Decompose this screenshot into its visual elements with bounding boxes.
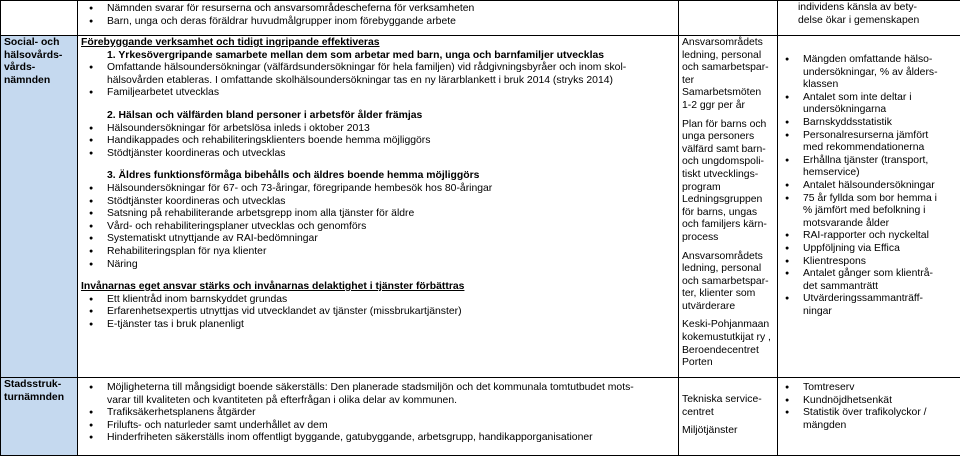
- list-item: ● Barn, unga och deras föräldrar huvudmålgrupper inom förebyggande arbete: [107, 16, 675, 29]
- list-item: ● Familjearbetet utvecklas: [107, 87, 675, 100]
- table-row-social: [1, 36, 960, 378]
- list-item: ● Systematiskt utnyttjande av RAI-bedömningar: [107, 233, 675, 246]
- goals-cell: [78, 1, 679, 36]
- bullet-list: [81, 382, 675, 445]
- list-item: ● Utvärderingssammanträff- ningar: [803, 293, 957, 318]
- list-item: ● Trafiksäkerhetsplanens åtgärder: [107, 407, 675, 420]
- bullet-list: [781, 54, 957, 318]
- list-item: ● Hinderfriheten säkerställs inom offentligt byggande, gatubyggande, arbetsgrupp, handikapporganisationer: [107, 432, 675, 445]
- list-item: ● Uppföljning via Effica: [803, 243, 957, 256]
- section-subtitle: Invånarnas eget ansvar stärks och invånarnas delaktighet i tjänster förbättras: [81, 281, 465, 293]
- list-item: ● Frilufts- och naturleder samt underhållet av dem: [107, 420, 675, 433]
- list-item: ● 75 år fyllda som bor hemma i % jämfört med befolkning i motsvarande ålder: [803, 193, 957, 231]
- responsible-text: Ansvarsområdets ledning, personal och samarbetspar- ter Samarbetsmöten 1-2 ggr per år: [682, 37, 769, 111]
- responsible-text: Tekniska service- centret: [682, 394, 762, 418]
- list-item: ● Näring: [107, 259, 675, 272]
- list-item: ● Statistik över trafikolyckor / mängden: [803, 407, 957, 432]
- section-heading: 3. Äldres funktionsförmåga bibehålls och äldres boende hemma möjliggörs: [107, 170, 480, 182]
- bullet-list: [781, 382, 957, 432]
- indicator-cell: [778, 36, 960, 378]
- list-item: ● Ett klientråd inom barnskyddet grundas: [107, 294, 675, 307]
- indicator-cell: individens känsla av bety- delse ökar i gemenskapen: [778, 1, 960, 36]
- responsible-text: Ansvarsområdets ledning, personal och samarbetspar- ter, klienter som utvärderare: [682, 250, 769, 312]
- list-item: ● Personalresurserna jämfört med rekommendationerna: [803, 130, 957, 155]
- list-item: ● Stödtjänster koordineras och utvecklas: [107, 148, 675, 161]
- list-item: ● Satsning på rehabiliterande arbetsgrepp inom alla tjänster för äldre: [107, 208, 675, 221]
- responsible-text: Miljötjänster: [682, 425, 738, 437]
- org-name: Stadsstruk- turnämnden: [1, 378, 78, 456]
- list-item: ● Stödtjänster koordineras och utvecklas: [107, 196, 675, 209]
- list-item: ● Nämnden svarar för resurserna och ansvarsområdescheferna för verksamheten: [107, 3, 675, 16]
- list-item: ● Hälsoundersökningar för 67- och 73-åringar, föregripande hembesök hos 80-åringar: [107, 183, 675, 196]
- list-item: ● Mängden omfattande hälso- undersökningar, % av ålders- klassen: [803, 54, 957, 92]
- list-item: ● RAI-rapporter och nyckeltal: [803, 230, 957, 243]
- list-item: ● E-tjänster tas i bruk planenligt: [107, 319, 675, 332]
- goals-cell: [78, 378, 679, 456]
- indicator-cell: [778, 378, 960, 456]
- bullet-list: [81, 3, 675, 28]
- list-item: ● Vård- och rehabiliteringsplaner utvecklas och genomförs: [107, 221, 675, 234]
- table-row-stadsstruktur: [1, 378, 960, 456]
- bullet-list: [81, 183, 675, 271]
- goals-cell: [78, 36, 679, 378]
- list-item: ● Barnskyddsstatistik: [803, 117, 957, 130]
- section-title: Förebyggande verksamhet och tidigt ingripande effektiveras: [81, 37, 380, 48]
- list-item: ● Klientrespons: [803, 256, 957, 269]
- list-item: ● Omfattande hälsoundersökningar (välfärdsundersökningar för hela familjen) vid rådgivningsbyråer och inom skol- hälsovården etableras. I omfattande skolhälsoundersökningar tas en ny lärarblankett i bruk 2014 (stryks 2014): [107, 62, 675, 87]
- list-item: ● Kundnöjdhetsenkät: [803, 395, 957, 408]
- responsible-cell: [679, 378, 778, 456]
- table-row-continuation: [1, 1, 960, 36]
- list-item: ● Tomtreserv: [803, 382, 957, 395]
- responsible-cell-empty: [679, 1, 778, 36]
- list-item: ● Rehabiliteringsplan för nya klienter: [107, 246, 675, 259]
- responsible-text: Keski-Pohjanmaan kokemustutkijat ry , Beroendecentret Porten: [682, 319, 771, 369]
- responsible-cell: [679, 36, 778, 378]
- list-item: ● Erfarenhetsexpertis utnyttjas vid utvecklandet av tjänster (missbrukartjänster): [107, 306, 675, 319]
- list-item: ● Antalet hälsoundersökningar: [803, 180, 957, 193]
- list-item: ● Handikappades och rehabiliteringsklienters boende hemma möjliggörs: [107, 135, 675, 148]
- section-heading: 2. Hälsan och välfärden bland personer i arbetsför ålder främjas: [107, 109, 423, 121]
- list-item: ● Erhållna tjänster (transport, hemservice): [803, 155, 957, 180]
- section-heading: 1. Yrkesövergripande samarbete mellan dem som arbetar med barn, unga och barnfamiljer utvecklas: [107, 49, 605, 61]
- list-item: ● Hälsoundersökningar för arbetslösa inleds i oktober 2013: [107, 123, 675, 136]
- org-cell-empty: [1, 1, 78, 36]
- responsible-text: Plan för barns och unga personers välfärd samt barn- och ungdomspoli- tiskt utvecklings- program Ledningsgruppen för barns, ungas och familjers kärn- process: [682, 118, 767, 243]
- list-item: ● Antalet gånger som klientrå- det sammanträtt: [803, 268, 957, 293]
- list-item: ● Möjligheterna till mångsidigt boende säkerställs: Den planerade stadsmiljön och det kommunala tomtutbudet mots- varar till kvaliteten och kvantiteten på efterfrågan i olika delar av kommunen.: [107, 382, 675, 407]
- bullet-list: [81, 62, 675, 100]
- bullet-list: [81, 294, 675, 332]
- list-item: ● Antalet som inte deltar i undersökningarna: [803, 92, 957, 117]
- bullet-list: [81, 123, 675, 161]
- org-name: Social- och hälsovårds- vårds- nämnden: [1, 36, 78, 378]
